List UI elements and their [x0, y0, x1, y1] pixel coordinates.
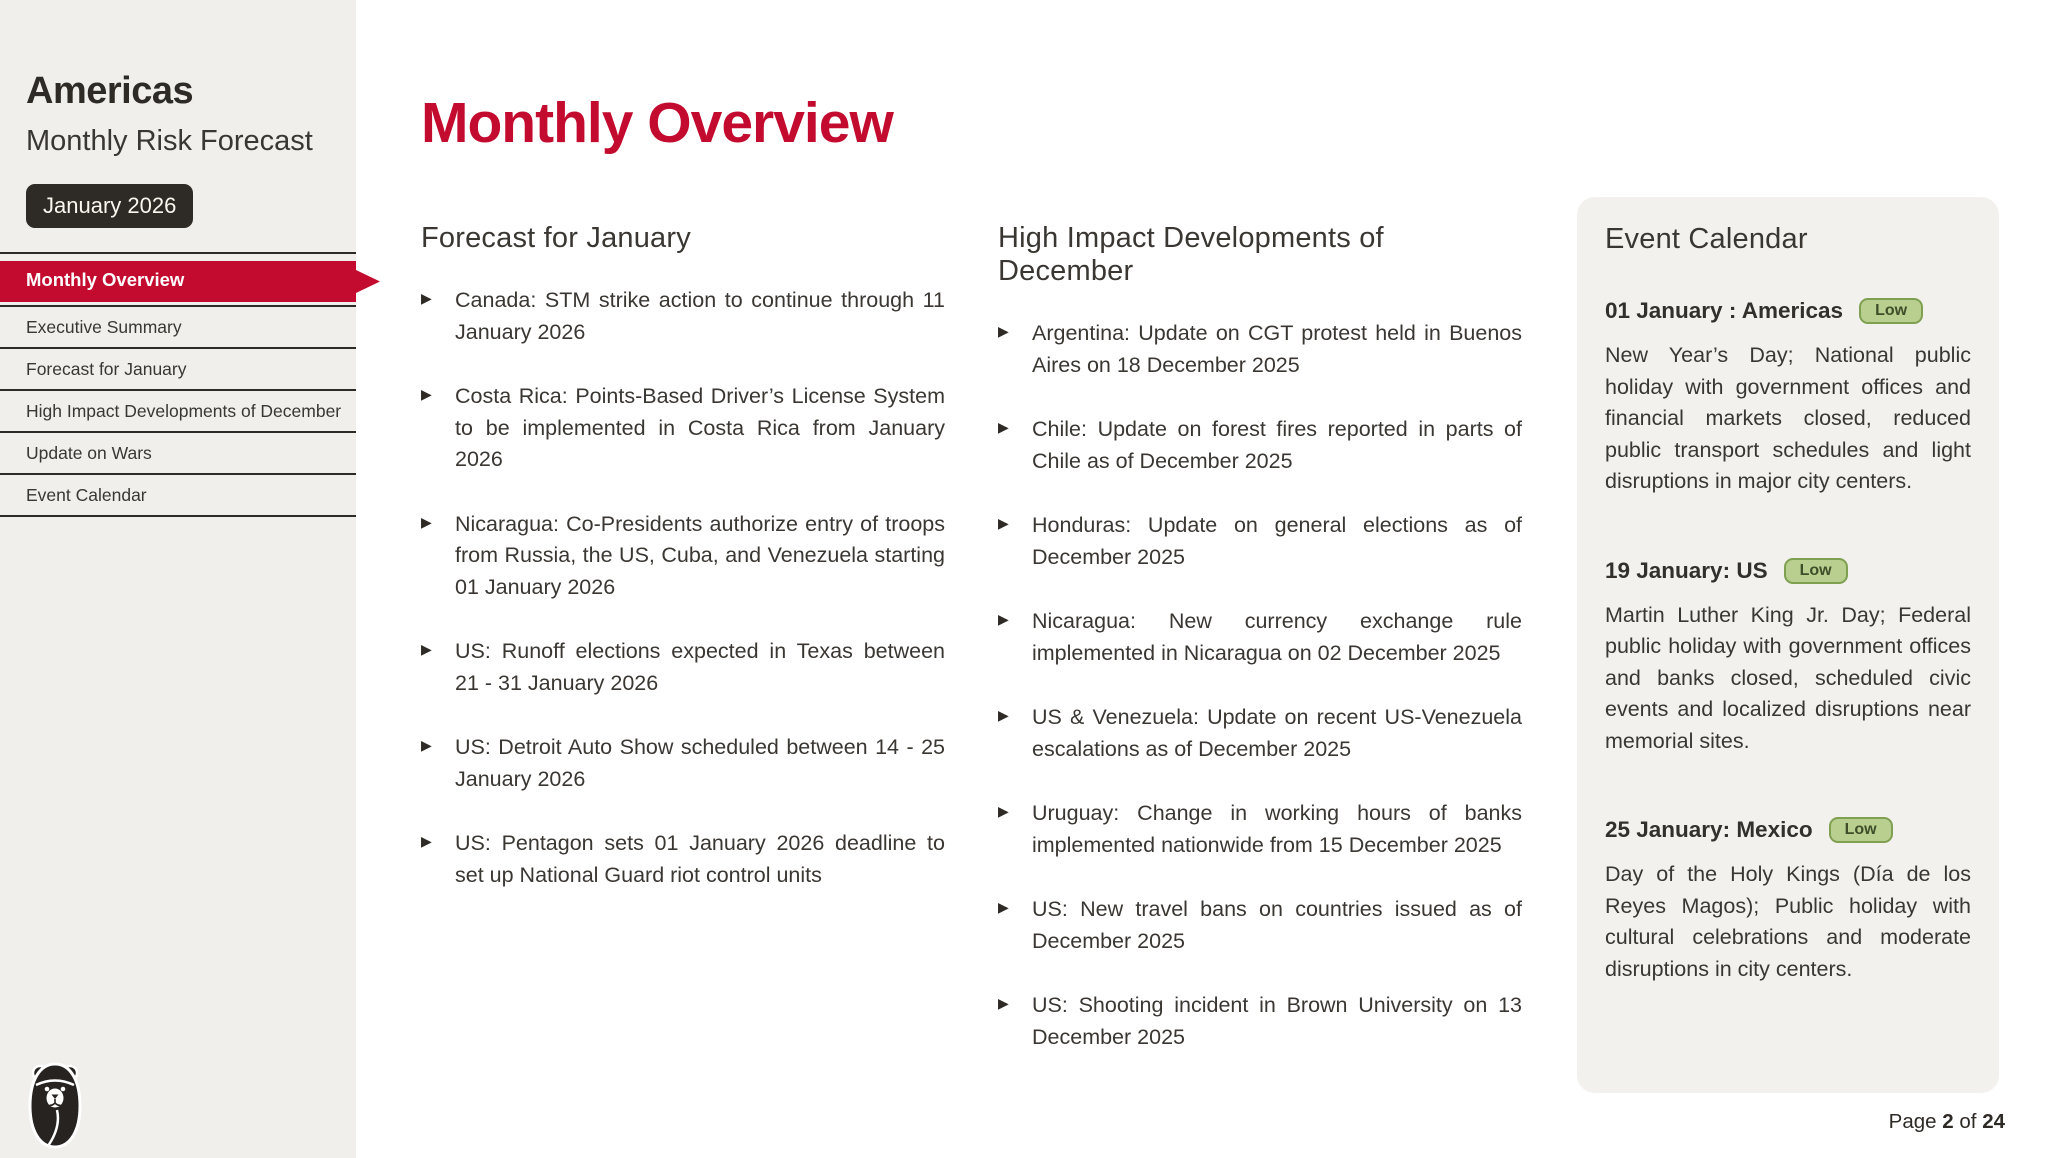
- nav-item-forecast-for-january[interactable]: [0, 349, 356, 391]
- developments-column: [998, 222, 1522, 1086]
- list-item: [998, 510, 1522, 573]
- bullet-triangle-icon: ▶: [421, 290, 432, 306]
- table-of-contents: [0, 252, 356, 517]
- bullet-triangle-icon: ▶: [998, 899, 1009, 915]
- list-item: [421, 285, 945, 348]
- list-item: [421, 636, 945, 699]
- list-item-text: Costa Rica: Points-Based Driver’s License System to be implemented in Costa Rica from January 2026: [455, 384, 945, 471]
- column-heading: Forecast for January: [421, 222, 691, 254]
- column-heading: High Impact Developments of December: [998, 222, 1384, 287]
- page-total: 24: [1982, 1110, 2005, 1133]
- forecast-list: [421, 285, 945, 891]
- bullet-triangle-icon: ▶: [998, 803, 1009, 819]
- event-title-row: [1605, 817, 1971, 843]
- event-description: New Year’s Day; National public holiday with government offices and financial markets closed, reduced public transport schedules and light disruptions in major city centers.: [1605, 343, 1971, 493]
- page-title: Monthly Overview: [421, 91, 893, 155]
- sidebar: [0, 0, 356, 1158]
- nav-item-label: Executive Summary: [26, 316, 182, 337]
- event-date: 25 January: Mexico: [1605, 817, 1813, 842]
- bullet-triangle-icon: ▶: [998, 707, 1009, 723]
- bullet-triangle-icon: ▶: [998, 323, 1009, 339]
- event-description: Day of the Holy Kings (Día de los Reyes Magos); Public holiday with cultural celebrations and moderate disruptions in city centers.: [1605, 862, 1971, 981]
- list-item: [421, 732, 945, 795]
- nav-item-monthly-overview[interactable]: [0, 254, 356, 307]
- bullet-triangle-icon: ▶: [421, 513, 432, 530]
- list-item: [998, 318, 1522, 381]
- nav-item-high-impact-developments[interactable]: [0, 391, 356, 433]
- bullet-triangle-icon: ▶: [421, 386, 432, 402]
- risk-badge-low: Low: [1784, 558, 1848, 584]
- list-item-text: Nicaragua: Co-Presidents authorize entry of troops from Russia, the US, Cuba, and Venezuela starting 01 January 2026: [455, 511, 945, 599]
- risk-badge-low: Low: [1829, 817, 1893, 843]
- page-indicator: [1889, 1110, 2005, 1134]
- bullet-triangle-icon: ▶: [998, 419, 1009, 435]
- list-item: [998, 702, 1522, 765]
- nav-item-label: High Impact Developments of December: [26, 400, 342, 421]
- report-subtitle: Monthly Risk Forecast: [26, 125, 313, 157]
- list-item-text: Honduras: Update on general elections as of December 2025: [1032, 513, 1522, 569]
- bullet-triangle-icon: ▶: [998, 515, 1009, 531]
- event-date: 01 January : Americas: [1605, 298, 1844, 323]
- list-item: [998, 990, 1522, 1053]
- event-date: 19 January: US: [1605, 557, 1768, 583]
- list-item-text: US: Shooting incident in Brown University on 13 December 2025: [1032, 993, 1522, 1049]
- list-item-text: US: Pentagon sets 01 January 2026 deadline to set up National Guard riot control units: [455, 831, 945, 887]
- nav-item-label: Update on Wars: [26, 442, 152, 463]
- list-item-text: US: New travel bans on countries issued as of December 2025: [1032, 897, 1522, 953]
- forecast-column: [421, 222, 945, 924]
- event-entry: [1605, 817, 1971, 985]
- event-entry: [1605, 558, 1971, 758]
- event-title-row: [1605, 298, 1971, 324]
- region-title: Americas: [26, 70, 194, 112]
- nav-item-event-calendar[interactable]: [0, 475, 356, 517]
- nav-item-label: Forecast for January: [26, 358, 187, 379]
- developments-list: [998, 318, 1522, 1053]
- list-item: [998, 606, 1522, 669]
- bullet-triangle-icon: ▶: [421, 737, 432, 753]
- bear-logo: [24, 1060, 86, 1150]
- nav-item-label: Monthly Overview: [26, 268, 185, 290]
- page-label: Page: [1888, 1110, 1937, 1133]
- list-item: [998, 894, 1522, 957]
- list-item: [421, 381, 945, 476]
- bullet-triangle-icon: ▶: [421, 641, 432, 657]
- list-item-text: Canada: STM strike action to continue through 11 January 2026: [455, 288, 945, 344]
- period-badge: January 2026: [26, 184, 193, 228]
- bullet-triangle-icon: ▶: [998, 611, 1009, 627]
- column-heading: Event Calendar: [1605, 223, 1808, 255]
- list-item-text: US: Runoff elections expected in Texas between 21 - 31 January 2026: [455, 639, 945, 695]
- list-item: [998, 798, 1522, 861]
- list-item-text: Nicaragua: New currency exchange rule implemented in Nicaragua on 02 December 2025: [1032, 609, 1522, 665]
- page-number: 2: [1942, 1110, 1954, 1133]
- event-entry: [1605, 298, 1971, 498]
- list-item-text: US: Detroit Auto Show scheduled between 14 - 25 January 2026: [455, 735, 945, 791]
- event-title-row: [1605, 558, 1971, 584]
- sidebar-header: [0, 0, 356, 228]
- list-item: [421, 509, 945, 604]
- event-description: Martin Luther King Jr. Day; Federal public holiday with government offices and banks closed, scheduled civic events and localized disruptions near memorial sites.: [1605, 602, 1971, 753]
- of-label: of: [1959, 1110, 1977, 1133]
- bullet-triangle-icon: ▶: [998, 995, 1009, 1011]
- list-item-text: Chile: Update on forest fires reported in parts of Chile as of December 2025: [1032, 417, 1522, 473]
- nav-item-executive-summary[interactable]: [0, 307, 356, 349]
- list-item-text: Uruguay: Change in working hours of banks implemented nationwide from 15 December 2025: [1032, 801, 1522, 857]
- nav-item-update-on-wars[interactable]: [0, 433, 356, 475]
- list-item-text: Argentina: Update on CGT protest held in Buenos Aires on 18 December 2025: [1032, 321, 1522, 377]
- list-item: [998, 414, 1522, 477]
- list-item-text: US & Venezuela: Update on recent US-Venezuela escalations as of December 2025: [1032, 705, 1522, 761]
- event-calendar-panel: [1577, 197, 1999, 1093]
- risk-badge-low: Low: [1859, 298, 1923, 324]
- bullet-triangle-icon: ▶: [421, 833, 432, 849]
- nav-item-label: Event Calendar: [26, 484, 147, 505]
- list-item: [421, 828, 945, 891]
